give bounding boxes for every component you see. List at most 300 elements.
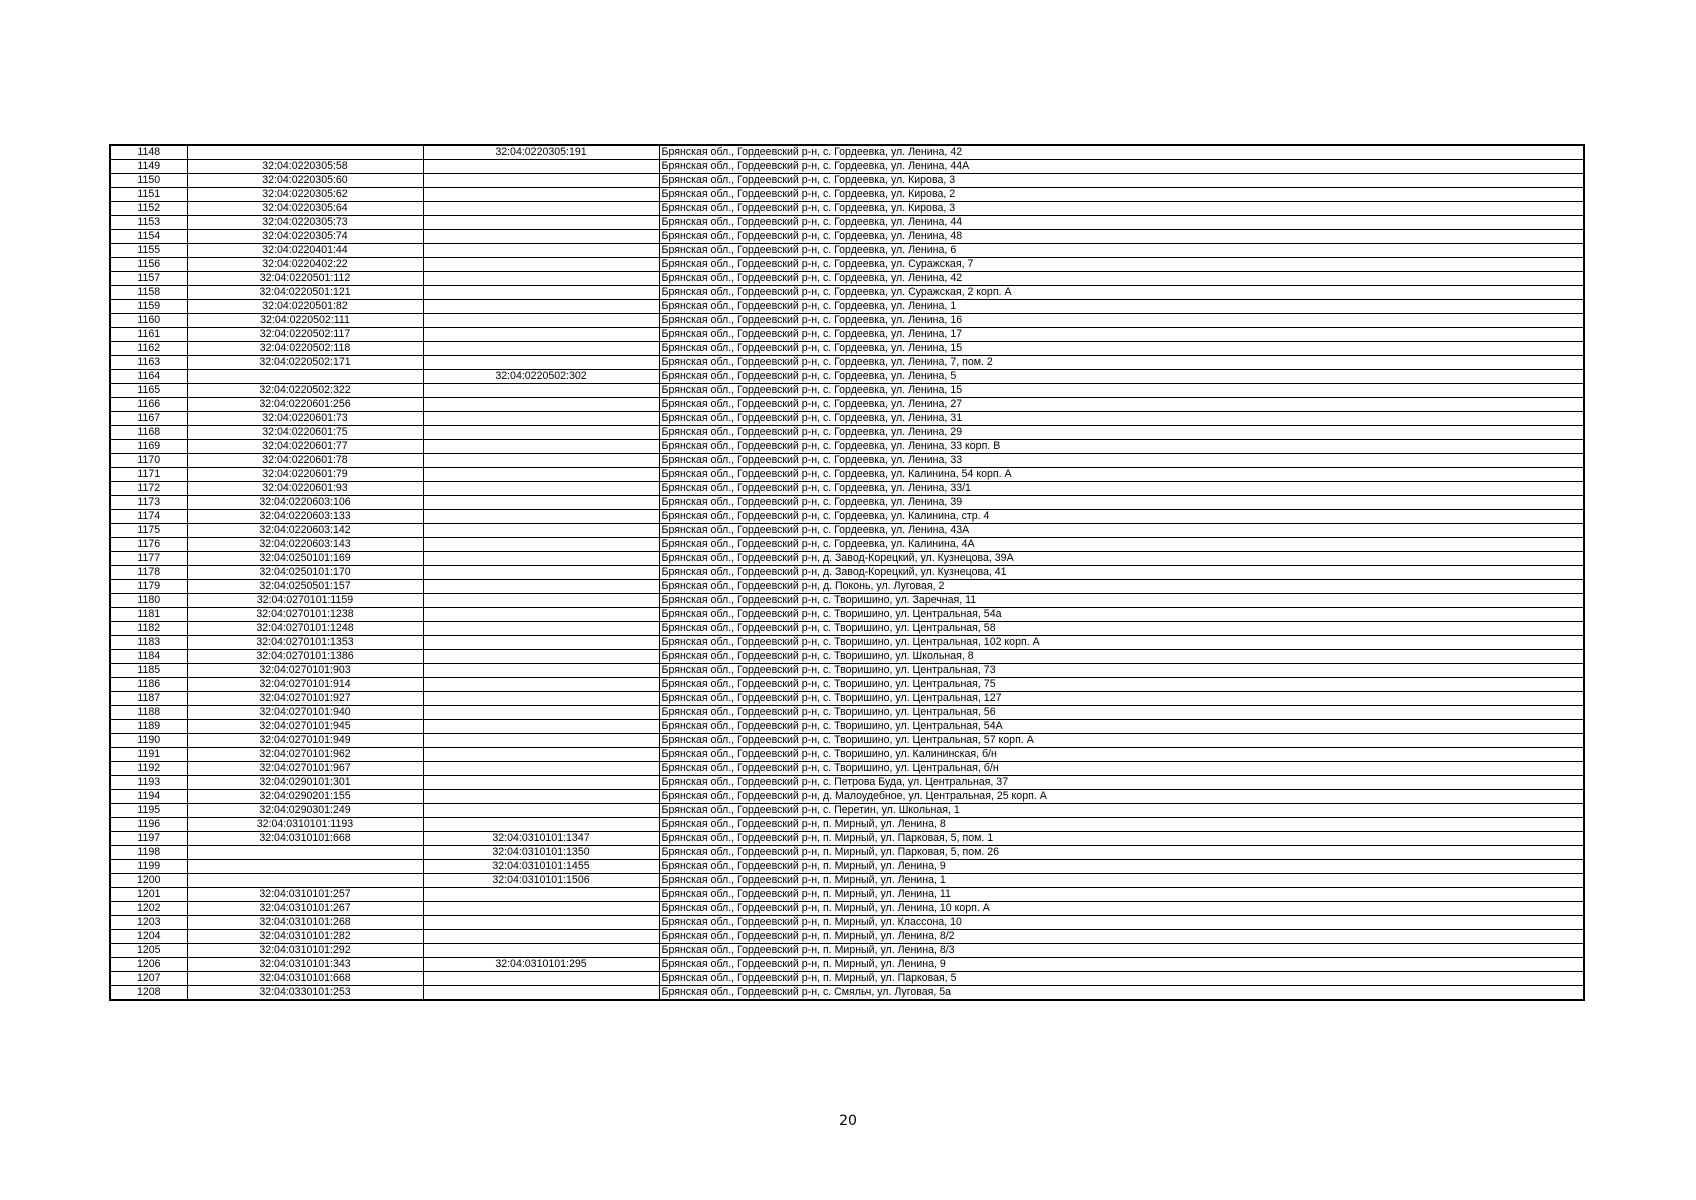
table-row bbox=[110, 538, 1584, 552]
row-number-cell: 1206 bbox=[110, 958, 187, 972]
row-number-cell: 1208 bbox=[110, 986, 187, 1001]
cadastral-number-cell: 32:04:0270101:949 bbox=[187, 734, 423, 748]
related-cadastral-number-cell bbox=[423, 468, 659, 482]
address-cell: Брянская обл., Гордеевский р-н, д. Малоудебное, ул. Центральная, 25 корп. А bbox=[659, 790, 1584, 804]
cadastral-number-cell: 32:04:0220603:143 bbox=[187, 538, 423, 552]
table-row bbox=[110, 384, 1584, 398]
address-cell: Брянская обл., Гордеевский р-н, с. Гордеевка, ул. Ленина, 33/1 bbox=[659, 482, 1584, 496]
related-cadastral-number-cell bbox=[423, 692, 659, 706]
address-cell: Брянская обл., Гордеевский р-н, с. Творишино, ул. Школьная, 8 bbox=[659, 650, 1584, 664]
row-number-cell: 1191 bbox=[110, 748, 187, 762]
table-row bbox=[110, 860, 1584, 874]
cadastral-number-cell: 32:04:0310101:282 bbox=[187, 930, 423, 944]
address-cell: Брянская обл., Гордеевский р-н, с. Гордеевка, ул. Суражская, 7 bbox=[659, 258, 1584, 272]
related-cadastral-number-cell bbox=[423, 454, 659, 468]
row-number-cell: 1172 bbox=[110, 482, 187, 496]
table-row bbox=[110, 986, 1584, 1001]
cadastral-number-cell: 32:04:0310101:267 bbox=[187, 902, 423, 916]
table-row bbox=[110, 818, 1584, 832]
table-row bbox=[110, 314, 1584, 328]
related-cadastral-number-cell bbox=[423, 636, 659, 650]
related-cadastral-number-cell bbox=[423, 412, 659, 426]
cadastral-number-cell: 32:04:0220502:111 bbox=[187, 314, 423, 328]
cadastral-number-cell: 32:04:0310101:257 bbox=[187, 888, 423, 902]
table-row bbox=[110, 328, 1584, 342]
table-row bbox=[110, 580, 1584, 594]
address-cell: Брянская обл., Гордеевский р-н, п. Мирный, ул. Парковая, 5 bbox=[659, 972, 1584, 986]
related-cadastral-number-cell bbox=[423, 986, 659, 1001]
address-cell: Брянская обл., Гордеевский р-н, с. Гордеевка, ул. Ленина, 44 bbox=[659, 216, 1584, 230]
row-number-cell: 1181 bbox=[110, 608, 187, 622]
related-cadastral-number-cell bbox=[423, 342, 659, 356]
row-number-cell: 1195 bbox=[110, 804, 187, 818]
address-cell: Брянская обл., Гордеевский р-н, с. Творишино, ул. Центральная, 54а bbox=[659, 608, 1584, 622]
row-number-cell: 1183 bbox=[110, 636, 187, 650]
address-cell: Брянская обл., Гордеевский р-н, с. Творишино, ул. Калининская, б/н bbox=[659, 748, 1584, 762]
row-number-cell: 1174 bbox=[110, 510, 187, 524]
address-cell: Брянская обл., Гордеевский р-н, с. Творишино, ул. Центральная, 57 корп. А bbox=[659, 734, 1584, 748]
cadastral-number-cell: 32:04:0220501:112 bbox=[187, 272, 423, 286]
address-cell: Брянская обл., Гордеевский р-н, с. Гордеевка, ул. Ленина, 15 bbox=[659, 342, 1584, 356]
cadastral-number-cell: 32:04:0220401:44 bbox=[187, 244, 423, 258]
row-number-cell: 1157 bbox=[110, 272, 187, 286]
related-cadastral-number-cell: 32:04:0310101:1350 bbox=[423, 846, 659, 860]
related-cadastral-number-cell bbox=[423, 314, 659, 328]
address-cell: Брянская обл., Гордеевский р-н, п. Мирный, ул. Ленина, 10 корп. А bbox=[659, 902, 1584, 916]
related-cadastral-number-cell bbox=[423, 328, 659, 342]
related-cadastral-number-cell: 32:04:0220305:191 bbox=[423, 145, 659, 160]
address-cell: Брянская обл., Гордеевский р-н, с. Творишино, ул. Центральная, 73 bbox=[659, 664, 1584, 678]
row-number-cell: 1199 bbox=[110, 860, 187, 874]
related-cadastral-number-cell: 32:04:0310101:1455 bbox=[423, 860, 659, 874]
row-number-cell: 1152 bbox=[110, 202, 187, 216]
row-number-cell: 1203 bbox=[110, 916, 187, 930]
related-cadastral-number-cell bbox=[423, 650, 659, 664]
row-number-cell: 1197 bbox=[110, 832, 187, 846]
related-cadastral-number-cell bbox=[423, 944, 659, 958]
row-number-cell: 1159 bbox=[110, 300, 187, 314]
cadastral-number-cell: 32:04:0310101:668 bbox=[187, 972, 423, 986]
row-number-cell: 1165 bbox=[110, 384, 187, 398]
related-cadastral-number-cell bbox=[423, 482, 659, 496]
table-row bbox=[110, 342, 1584, 356]
row-number-cell: 1194 bbox=[110, 790, 187, 804]
related-cadastral-number-cell bbox=[423, 440, 659, 454]
cadastral-number-cell: 32:04:0270101:1159 bbox=[187, 594, 423, 608]
related-cadastral-number-cell bbox=[423, 202, 659, 216]
cadastral-number-cell: 32:04:0270101:914 bbox=[187, 678, 423, 692]
cadastral-number-cell: 32:04:0220601:78 bbox=[187, 454, 423, 468]
address-cell: Брянская обл., Гордеевский р-н, п. Мирный, ул. Ленина, 11 bbox=[659, 888, 1584, 902]
table-row bbox=[110, 174, 1584, 188]
table-row bbox=[110, 496, 1584, 510]
table-row bbox=[110, 426, 1584, 440]
address-cell: Брянская обл., Гордеевский р-н, п. Мирный, ул. Классона, 10 bbox=[659, 916, 1584, 930]
address-cell: Брянская обл., Гордеевский р-н, с. Гордеевка, ул. Кирова, 2 bbox=[659, 188, 1584, 202]
address-cell: Брянская обл., Гордеевский р-н, с. Творишино, ул. Центральная, 54А bbox=[659, 720, 1584, 734]
cadastral-number-cell: 32:04:0220502:118 bbox=[187, 342, 423, 356]
related-cadastral-number-cell bbox=[423, 174, 659, 188]
table-row bbox=[110, 440, 1584, 454]
address-cell: Брянская обл., Гордеевский р-н, п. Мирный, ул. Ленина, 8/3 bbox=[659, 944, 1584, 958]
address-cell: Брянская обл., Гордеевский р-н, с. Гордеевка, ул. Ленина, 7, пом. 2 bbox=[659, 356, 1584, 370]
table-row bbox=[110, 804, 1584, 818]
table-row bbox=[110, 706, 1584, 720]
row-number-cell: 1169 bbox=[110, 440, 187, 454]
cadastral-number-cell: 32:04:0270101:1386 bbox=[187, 650, 423, 664]
address-cell: Брянская обл., Гордеевский р-н, с. Гордеевка, ул. Ленина, 17 bbox=[659, 328, 1584, 342]
cadastral-number-cell: 32:04:0250101:170 bbox=[187, 566, 423, 580]
row-number-cell: 1175 bbox=[110, 524, 187, 538]
related-cadastral-number-cell bbox=[423, 258, 659, 272]
table-row bbox=[110, 636, 1584, 650]
address-cell: Брянская обл., Гордеевский р-н, с. Гордеевка, ул. Ленина, 33 bbox=[659, 454, 1584, 468]
related-cadastral-number-cell bbox=[423, 664, 659, 678]
related-cadastral-number-cell bbox=[423, 188, 659, 202]
row-number-cell: 1187 bbox=[110, 692, 187, 706]
related-cadastral-number-cell bbox=[423, 776, 659, 790]
related-cadastral-number-cell bbox=[423, 818, 659, 832]
address-cell: Брянская обл., Гордеевский р-н, с. Гордеевка, ул. Калинина, стр. 4 bbox=[659, 510, 1584, 524]
row-number-cell: 1178 bbox=[110, 566, 187, 580]
related-cadastral-number-cell bbox=[423, 762, 659, 776]
related-cadastral-number-cell bbox=[423, 580, 659, 594]
address-cell: Брянская обл., Гордеевский р-н, с. Гордеевка, ул. Ленина, 33 корп. В bbox=[659, 440, 1584, 454]
related-cadastral-number-cell bbox=[423, 790, 659, 804]
cadastral-number-cell: 32:04:0220603:142 bbox=[187, 524, 423, 538]
cadastral-number-cell: 32:04:0270101:967 bbox=[187, 762, 423, 776]
row-number-cell: 1153 bbox=[110, 216, 187, 230]
cadastral-number-cell: 32:04:0220501:121 bbox=[187, 286, 423, 300]
cadastral-number-cell: 32:04:0310101:1193 bbox=[187, 818, 423, 832]
related-cadastral-number-cell bbox=[423, 286, 659, 300]
row-number-cell: 1150 bbox=[110, 174, 187, 188]
related-cadastral-number-cell bbox=[423, 300, 659, 314]
row-number-cell: 1162 bbox=[110, 342, 187, 356]
related-cadastral-number-cell bbox=[423, 538, 659, 552]
table-row bbox=[110, 916, 1584, 930]
address-cell: Брянская обл., Гордеевский р-н, с. Гордеевка, ул. Суражская, 2 корп. А bbox=[659, 286, 1584, 300]
table-row bbox=[110, 188, 1584, 202]
related-cadastral-number-cell bbox=[423, 804, 659, 818]
table-row bbox=[110, 370, 1584, 384]
row-number-cell: 1151 bbox=[110, 188, 187, 202]
address-cell: Брянская обл., Гордеевский р-н, с. Гордеевка, ул. Ленина, 15 bbox=[659, 384, 1584, 398]
cadastral-number-cell: 32:04:0220601:75 bbox=[187, 426, 423, 440]
cadastral-number-cell: 32:04:0220501:82 bbox=[187, 300, 423, 314]
address-cell: Брянская обл., Гордеевский р-н, с. Творишино, ул. Центральная, 75 bbox=[659, 678, 1584, 692]
address-cell: Брянская обл., Гордеевский р-н, с. Гордеевка, ул. Ленина, 29 bbox=[659, 426, 1584, 440]
cadastral-number-cell: 32:04:0220502:322 bbox=[187, 384, 423, 398]
address-cell: Брянская обл., Гордеевский р-н, с. Творишино, ул. Центральная, 102 корп. А bbox=[659, 636, 1584, 650]
cadastral-number-cell bbox=[187, 846, 423, 860]
address-cell: Брянская обл., Гордеевский р-н, с. Петрова Буда, ул. Центральная, 37 bbox=[659, 776, 1584, 790]
cadastral-number-cell: 32:04:0270101:962 bbox=[187, 748, 423, 762]
table-row bbox=[110, 776, 1584, 790]
cadastral-number-cell: 32:04:0220601:256 bbox=[187, 398, 423, 412]
address-cell: Брянская обл., Гордеевский р-н, с. Гордеевка, ул. Ленина, 42 bbox=[659, 145, 1584, 160]
table-row bbox=[110, 510, 1584, 524]
address-cell: Брянская обл., Гордеевский р-н, с. Смяльч, ул. Луговая, 5а bbox=[659, 986, 1584, 1001]
cadastral-number-cell: 32:04:0310101:668 bbox=[187, 832, 423, 846]
address-cell: Брянская обл., Гордеевский р-н, п. Мирный, ул. Ленина, 8/2 bbox=[659, 930, 1584, 944]
related-cadastral-number-cell bbox=[423, 272, 659, 286]
address-cell: Брянская обл., Гордеевский р-н, п. Мирный, ул. Парковая, 5, пом. 26 bbox=[659, 846, 1584, 860]
related-cadastral-number-cell bbox=[423, 916, 659, 930]
row-number-cell: 1198 bbox=[110, 846, 187, 860]
cadastral-number-cell: 32:04:0220305:74 bbox=[187, 230, 423, 244]
table-row bbox=[110, 930, 1584, 944]
table-row bbox=[110, 160, 1584, 174]
table-row bbox=[110, 230, 1584, 244]
row-number-cell: 1168 bbox=[110, 426, 187, 440]
cadastral-number-cell: 32:04:0220603:106 bbox=[187, 496, 423, 510]
cadastral-number-cell: 32:04:0220305:60 bbox=[187, 174, 423, 188]
cadastral-number-cell: 32:04:0270101:903 bbox=[187, 664, 423, 678]
table-row bbox=[110, 958, 1584, 972]
table-row bbox=[110, 678, 1584, 692]
row-number-cell: 1207 bbox=[110, 972, 187, 986]
related-cadastral-number-cell bbox=[423, 902, 659, 916]
cadastral-number-cell bbox=[187, 370, 423, 384]
registry-table bbox=[109, 144, 1585, 1001]
related-cadastral-number-cell bbox=[423, 510, 659, 524]
cadastral-number-cell: 32:04:0220305:64 bbox=[187, 202, 423, 216]
cadastral-number-cell: 32:04:0250101:169 bbox=[187, 552, 423, 566]
related-cadastral-number-cell bbox=[423, 888, 659, 902]
table-row bbox=[110, 272, 1584, 286]
table-row bbox=[110, 608, 1584, 622]
address-cell: Брянская обл., Гордеевский р-н, с. Гордеевка, ул. Калинина, 4А bbox=[659, 538, 1584, 552]
related-cadastral-number-cell bbox=[423, 930, 659, 944]
cadastral-number-cell: 32:04:0220603:133 bbox=[187, 510, 423, 524]
cadastral-number-cell bbox=[187, 874, 423, 888]
address-cell: Брянская обл., Гордеевский р-н, с. Гордеевка, ул. Ленина, 6 bbox=[659, 244, 1584, 258]
related-cadastral-number-cell bbox=[423, 216, 659, 230]
table-row bbox=[110, 454, 1584, 468]
row-number-cell: 1176 bbox=[110, 538, 187, 552]
address-cell: Брянская обл., Гордеевский р-н, с. Гордеевка, ул. Ленина, 5 bbox=[659, 370, 1584, 384]
cadastral-number-cell: 32:04:0220305:62 bbox=[187, 188, 423, 202]
page-number: 20 bbox=[839, 1113, 857, 1129]
address-cell: Брянская обл., Гордеевский р-н, с. Гордеевка, ул. Ленина, 27 bbox=[659, 398, 1584, 412]
cadastral-number-cell: 32:04:0220601:93 bbox=[187, 482, 423, 496]
address-cell: Брянская обл., Гордеевский р-н, с. Гордеевка, ул. Калинина, 54 корп. А bbox=[659, 468, 1584, 482]
row-number-cell: 1163 bbox=[110, 356, 187, 370]
row-number-cell: 1167 bbox=[110, 412, 187, 426]
table-row bbox=[110, 286, 1584, 300]
table-row bbox=[110, 790, 1584, 804]
address-cell: Брянская обл., Гордеевский р-н, с. Творишино, ул. Заречная, 11 bbox=[659, 594, 1584, 608]
table-row bbox=[110, 468, 1584, 482]
cadastral-number-cell: 32:04:0220502:117 bbox=[187, 328, 423, 342]
registry-table-body bbox=[110, 145, 1584, 1000]
cadastral-number-cell bbox=[187, 860, 423, 874]
row-number-cell: 1190 bbox=[110, 734, 187, 748]
row-number-cell: 1160 bbox=[110, 314, 187, 328]
cadastral-number-cell: 32:04:0270101:927 bbox=[187, 692, 423, 706]
related-cadastral-number-cell bbox=[423, 566, 659, 580]
related-cadastral-number-cell bbox=[423, 706, 659, 720]
related-cadastral-number-cell bbox=[423, 972, 659, 986]
row-number-cell: 1202 bbox=[110, 902, 187, 916]
row-number-cell: 1196 bbox=[110, 818, 187, 832]
table-row bbox=[110, 594, 1584, 608]
address-cell: Брянская обл., Гордеевский р-н, п. Мирный, ул. Ленина, 1 bbox=[659, 874, 1584, 888]
related-cadastral-number-cell: 32:04:0310101:295 bbox=[423, 958, 659, 972]
row-number-cell: 1189 bbox=[110, 720, 187, 734]
row-number-cell: 1158 bbox=[110, 286, 187, 300]
table-row bbox=[110, 552, 1584, 566]
related-cadastral-number-cell bbox=[423, 356, 659, 370]
table-row bbox=[110, 832, 1584, 846]
cadastral-number-cell: 32:04:0250501:157 bbox=[187, 580, 423, 594]
related-cadastral-number-cell bbox=[423, 384, 659, 398]
related-cadastral-number-cell bbox=[423, 496, 659, 510]
row-number-cell: 1184 bbox=[110, 650, 187, 664]
related-cadastral-number-cell bbox=[423, 608, 659, 622]
row-number-cell: 1171 bbox=[110, 468, 187, 482]
table-row bbox=[110, 145, 1584, 160]
row-number-cell: 1193 bbox=[110, 776, 187, 790]
related-cadastral-number-cell: 32:04:0310101:1506 bbox=[423, 874, 659, 888]
table-row bbox=[110, 356, 1584, 370]
table-row bbox=[110, 202, 1584, 216]
address-cell: Брянская обл., Гордеевский р-н, п. Мирный, ул. Ленина, 9 bbox=[659, 958, 1584, 972]
cadastral-number-cell bbox=[187, 145, 423, 160]
cadastral-number-cell: 32:04:0270101:1353 bbox=[187, 636, 423, 650]
table-row bbox=[110, 734, 1584, 748]
table-row bbox=[110, 398, 1584, 412]
table-row bbox=[110, 972, 1584, 986]
address-cell: Брянская обл., Гордеевский р-н, д. Завод-Корецкий, ул. Кузнецова, 41 bbox=[659, 566, 1584, 580]
related-cadastral-number-cell bbox=[423, 426, 659, 440]
cadastral-number-cell: 32:04:0290201:155 bbox=[187, 790, 423, 804]
row-number-cell: 1192 bbox=[110, 762, 187, 776]
address-cell: Брянская обл., Гордеевский р-н, с. Творишино, ул. Центральная, 58 bbox=[659, 622, 1584, 636]
cadastral-number-cell: 32:04:0270101:1238 bbox=[187, 608, 423, 622]
address-cell: Брянская обл., Гордеевский р-н, с. Творишино, ул. Центральная, 127 bbox=[659, 692, 1584, 706]
table-row bbox=[110, 720, 1584, 734]
row-number-cell: 1177 bbox=[110, 552, 187, 566]
cadastral-number-cell: 32:04:0220502:171 bbox=[187, 356, 423, 370]
cadastral-number-cell: 32:04:0310101:292 bbox=[187, 944, 423, 958]
related-cadastral-number-cell bbox=[423, 678, 659, 692]
cadastral-number-cell: 32:04:0330101:253 bbox=[187, 986, 423, 1001]
table-row bbox=[110, 482, 1584, 496]
table-row bbox=[110, 300, 1584, 314]
address-cell: Брянская обл., Гордеевский р-н, с. Гордеевка, ул. Ленина, 31 bbox=[659, 412, 1584, 426]
related-cadastral-number-cell bbox=[423, 748, 659, 762]
cadastral-number-cell: 32:04:0220601:73 bbox=[187, 412, 423, 426]
row-number-cell: 1182 bbox=[110, 622, 187, 636]
table-row bbox=[110, 762, 1584, 776]
row-number-cell: 1204 bbox=[110, 930, 187, 944]
cadastral-number-cell: 32:04:0290101:301 bbox=[187, 776, 423, 790]
table-row bbox=[110, 524, 1584, 538]
related-cadastral-number-cell bbox=[423, 734, 659, 748]
table-row bbox=[110, 216, 1584, 230]
cadastral-number-cell: 32:04:0270101:945 bbox=[187, 720, 423, 734]
table-row bbox=[110, 888, 1584, 902]
cadastral-number-cell: 32:04:0270101:1248 bbox=[187, 622, 423, 636]
address-cell: Брянская обл., Гордеевский р-н, с. Гордеевка, ул. Кирова, 3 bbox=[659, 202, 1584, 216]
row-number-cell: 1161 bbox=[110, 328, 187, 342]
row-number-cell: 1170 bbox=[110, 454, 187, 468]
table-row bbox=[110, 566, 1584, 580]
row-number-cell: 1180 bbox=[110, 594, 187, 608]
table-row bbox=[110, 748, 1584, 762]
table-row bbox=[110, 902, 1584, 916]
table-row bbox=[110, 258, 1584, 272]
row-number-cell: 1156 bbox=[110, 258, 187, 272]
table-row bbox=[110, 412, 1584, 426]
row-number-cell: 1188 bbox=[110, 706, 187, 720]
row-number-cell: 1149 bbox=[110, 160, 187, 174]
address-cell: Брянская обл., Гордеевский р-н, с. Гордеевка, ул. Ленина, 1 bbox=[659, 300, 1584, 314]
table-row bbox=[110, 692, 1584, 706]
cadastral-number-cell: 32:04:0310101:343 bbox=[187, 958, 423, 972]
address-cell: Брянская обл., Гордеевский р-н, п. Мирный, ул. Парковая, 5, пом. 1 bbox=[659, 832, 1584, 846]
address-cell: Брянская обл., Гордеевский р-н, д. Поконь, ул. Луговая, 2 bbox=[659, 580, 1584, 594]
cadastral-number-cell: 32:04:0220601:79 bbox=[187, 468, 423, 482]
cadastral-number-cell: 32:04:0270101:940 bbox=[187, 706, 423, 720]
address-cell: Брянская обл., Гордеевский р-н, с. Гордеевка, ул. Ленина, 43А bbox=[659, 524, 1584, 538]
related-cadastral-number-cell bbox=[423, 552, 659, 566]
row-number-cell: 1201 bbox=[110, 888, 187, 902]
row-number-cell: 1154 bbox=[110, 230, 187, 244]
related-cadastral-number-cell bbox=[423, 230, 659, 244]
row-number-cell: 1205 bbox=[110, 944, 187, 958]
table-row bbox=[110, 664, 1584, 678]
address-cell: Брянская обл., Гордеевский р-н, с. Творишино, ул. Центральная, б/н bbox=[659, 762, 1584, 776]
related-cadastral-number-cell bbox=[423, 622, 659, 636]
related-cadastral-number-cell bbox=[423, 398, 659, 412]
address-cell: Брянская обл., Гордеевский р-н, с. Творишино, ул. Центральная, 56 bbox=[659, 706, 1584, 720]
table-row bbox=[110, 846, 1584, 860]
related-cadastral-number-cell: 32:04:0220502:302 bbox=[423, 370, 659, 384]
row-number-cell: 1166 bbox=[110, 398, 187, 412]
row-number-cell: 1164 bbox=[110, 370, 187, 384]
cadastral-number-cell: 32:04:0220402:22 bbox=[187, 258, 423, 272]
row-number-cell: 1155 bbox=[110, 244, 187, 258]
table-row bbox=[110, 622, 1584, 636]
row-number-cell: 1185 bbox=[110, 664, 187, 678]
address-cell: Брянская обл., Гордеевский р-н, с. Гордеевка, ул. Ленина, 39 bbox=[659, 496, 1584, 510]
address-cell: Брянская обл., Гордеевский р-н, с. Гордеевка, ул. Ленина, 16 bbox=[659, 314, 1584, 328]
related-cadastral-number-cell bbox=[423, 160, 659, 174]
row-number-cell: 1179 bbox=[110, 580, 187, 594]
address-cell: Брянская обл., Гордеевский р-н, с. Перетин, ул. Школьная, 1 bbox=[659, 804, 1584, 818]
address-cell: Брянская обл., Гордеевский р-н, д. Завод-Корецкий, ул. Кузнецова, 39А bbox=[659, 552, 1584, 566]
related-cadastral-number-cell bbox=[423, 720, 659, 734]
row-number-cell: 1148 bbox=[110, 145, 187, 160]
address-cell: Брянская обл., Гордеевский р-н, с. Гордеевка, ул. Ленина, 44А bbox=[659, 160, 1584, 174]
table-row bbox=[110, 874, 1584, 888]
related-cadastral-number-cell bbox=[423, 244, 659, 258]
related-cadastral-number-cell bbox=[423, 524, 659, 538]
address-cell: Брянская обл., Гордеевский р-н, с. Гордеевка, ул. Ленина, 42 bbox=[659, 272, 1584, 286]
cadastral-number-cell: 32:04:0290301:249 bbox=[187, 804, 423, 818]
address-cell: Брянская обл., Гордеевский р-н, п. Мирный, ул. Ленина, 9 bbox=[659, 860, 1584, 874]
row-number-cell: 1173 bbox=[110, 496, 187, 510]
address-cell: Брянская обл., Гордеевский р-н, п. Мирный, ул. Ленина, 8 bbox=[659, 818, 1584, 832]
table-row bbox=[110, 944, 1584, 958]
table-row bbox=[110, 244, 1584, 258]
cadastral-number-cell: 32:04:0220601:77 bbox=[187, 440, 423, 454]
row-number-cell: 1200 bbox=[110, 874, 187, 888]
table-row bbox=[110, 650, 1584, 664]
